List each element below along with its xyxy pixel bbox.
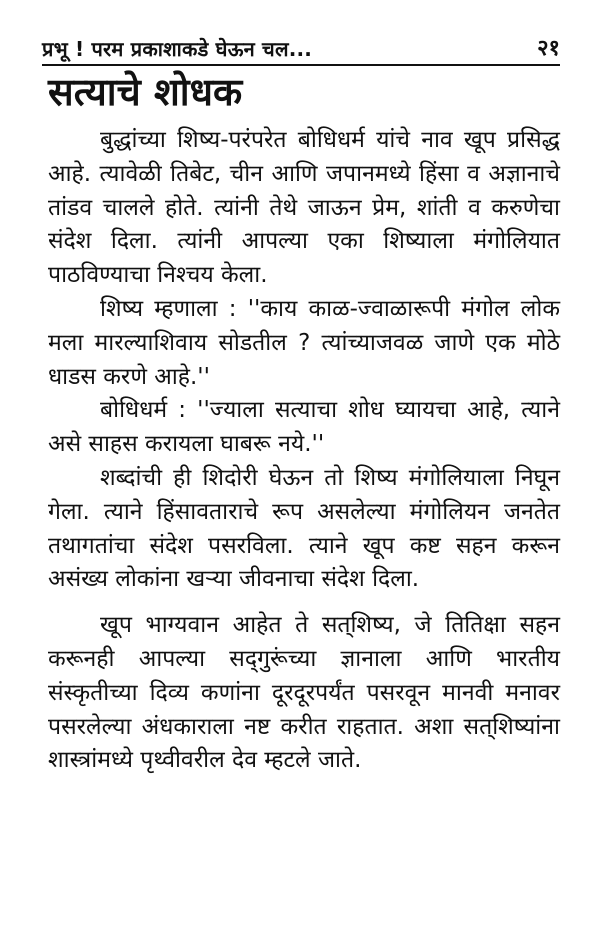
paragraph-disciple-speech: शिष्य म्हणाला : ''काय काळ-ज्वाळारूपी मंगोल लोक मला मारल्याशिवाय सोडतील ? त्यांच्याजवळ जाणे एक मोठे धाडस करणे आहे.'' <box>48 295 560 390</box>
paragraph-intro: बुद्धांच्या शिष्य-परंपरेत बोधिधर्म यांचे नाव खूप प्रसिद्ध आहे. त्यावेळी तिबेट, चीन आणि जपानमध्ये हिंसा व अज्ञानाचे तांडव चालले होते. त्यांनी तेथे जाऊन प्रेम, शांती व करुणेचा संदेश दिला. त्यांनी आपल्या एका शिष्याला मंगोलियात पाठविण्याचा निश्चय केला. <box>48 127 560 289</box>
body-text <box>48 124 560 778</box>
chapter-title: सत्याचे शोधक <box>48 70 243 114</box>
paragraph-journey: शब्दांची ही शिदोरी घेऊन तो शिष्य मंगोलियाला निघून गेला. त्याने हिंसावताराचे रूप असलेल्या मंगोलियन जनतेत तथागतांचा संदेश पसरविला. त्याने खूप कष्ट सहन करून असंख्य लोकांना खऱ्या जीवनाचा संदेश दिला. <box>48 464 560 593</box>
running-title: प्रभू ! परम प्रकाशाकडे घेऊन चल... <box>42 37 313 61</box>
running-header <box>42 26 560 66</box>
page-number: २१ <box>537 36 560 61</box>
paragraph-conclusion: खूप भाग्यवान आहेत ते सत्‌शिष्य, जे तितिक्षा सहन करूनही आपल्या सद्‌गुरूंच्या ज्ञानाला आणि भारतीय संस्कृतीच्या दिव्य कणांना दूरदूरपर्यंत पसरवून मानवी मनावर पसरलेल्या अंधकाराला नष्ट करीत राहतात. अशा सत्‌शिष्यांना शास्त्रांमध्ये पृथ्वीवरील देव म्हटले जाते. <box>48 612 560 774</box>
paragraph-bodhidharma-reply: बोधिधर्म : ''ज्याला सत्याचा शोध घ्यायचा आहे, त्याने असे साहस करायला घाबरू नये.'' <box>48 397 560 458</box>
